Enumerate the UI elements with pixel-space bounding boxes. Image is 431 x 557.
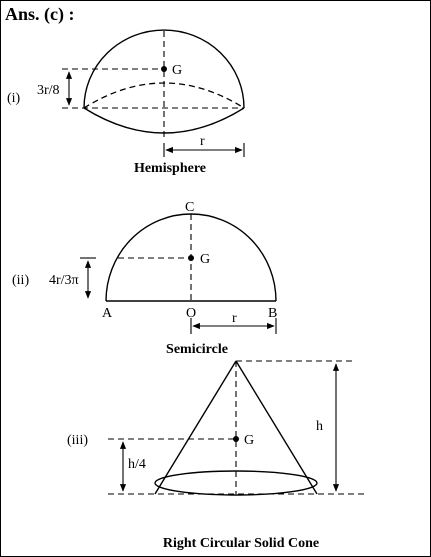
cone-left-slant bbox=[155, 361, 236, 494]
hemisphere-figure bbox=[7, 30, 244, 176]
hemisphere-centroid-dot bbox=[161, 66, 167, 72]
cone-height-label: h/4 bbox=[128, 457, 146, 472]
hemisphere-caption: Hemisphere bbox=[133, 161, 207, 176]
cone-figure bbox=[67, 361, 366, 551]
hemisphere-radius-label: r bbox=[200, 134, 205, 149]
cone-right-slant bbox=[236, 361, 317, 494]
semicircle-caption: Semicircle bbox=[166, 342, 228, 357]
semicircle-figure bbox=[12, 200, 277, 357]
semicircle-radius-label: r bbox=[232, 311, 237, 326]
cone-total-height-label: h bbox=[316, 419, 323, 434]
hemisphere-marker: (i) bbox=[7, 91, 21, 106]
semicircle-point-o: O bbox=[186, 306, 197, 321]
semicircle-point-b: B bbox=[268, 306, 278, 321]
semicircle-point-a: A bbox=[102, 306, 113, 321]
cone-marker: (iii) bbox=[67, 433, 88, 448]
cone-centroid-label: G bbox=[244, 433, 255, 448]
cone-caption: Right Circular Solid Cone bbox=[162, 536, 320, 551]
answer-label: Ans. (c) : bbox=[5, 4, 75, 24]
hemisphere-height-label: 3r/8 bbox=[37, 83, 60, 98]
semicircle-marker: (ii) bbox=[12, 273, 30, 288]
semicircle-point-c: C bbox=[185, 200, 195, 215]
semicircle-centroid-dot bbox=[188, 255, 194, 261]
hemisphere-centroid-label: G bbox=[172, 63, 183, 78]
semicircle-centroid-label: G bbox=[200, 252, 211, 267]
semicircle-height-label: 4r/3π bbox=[49, 273, 79, 288]
cone-centroid-dot bbox=[233, 436, 239, 442]
